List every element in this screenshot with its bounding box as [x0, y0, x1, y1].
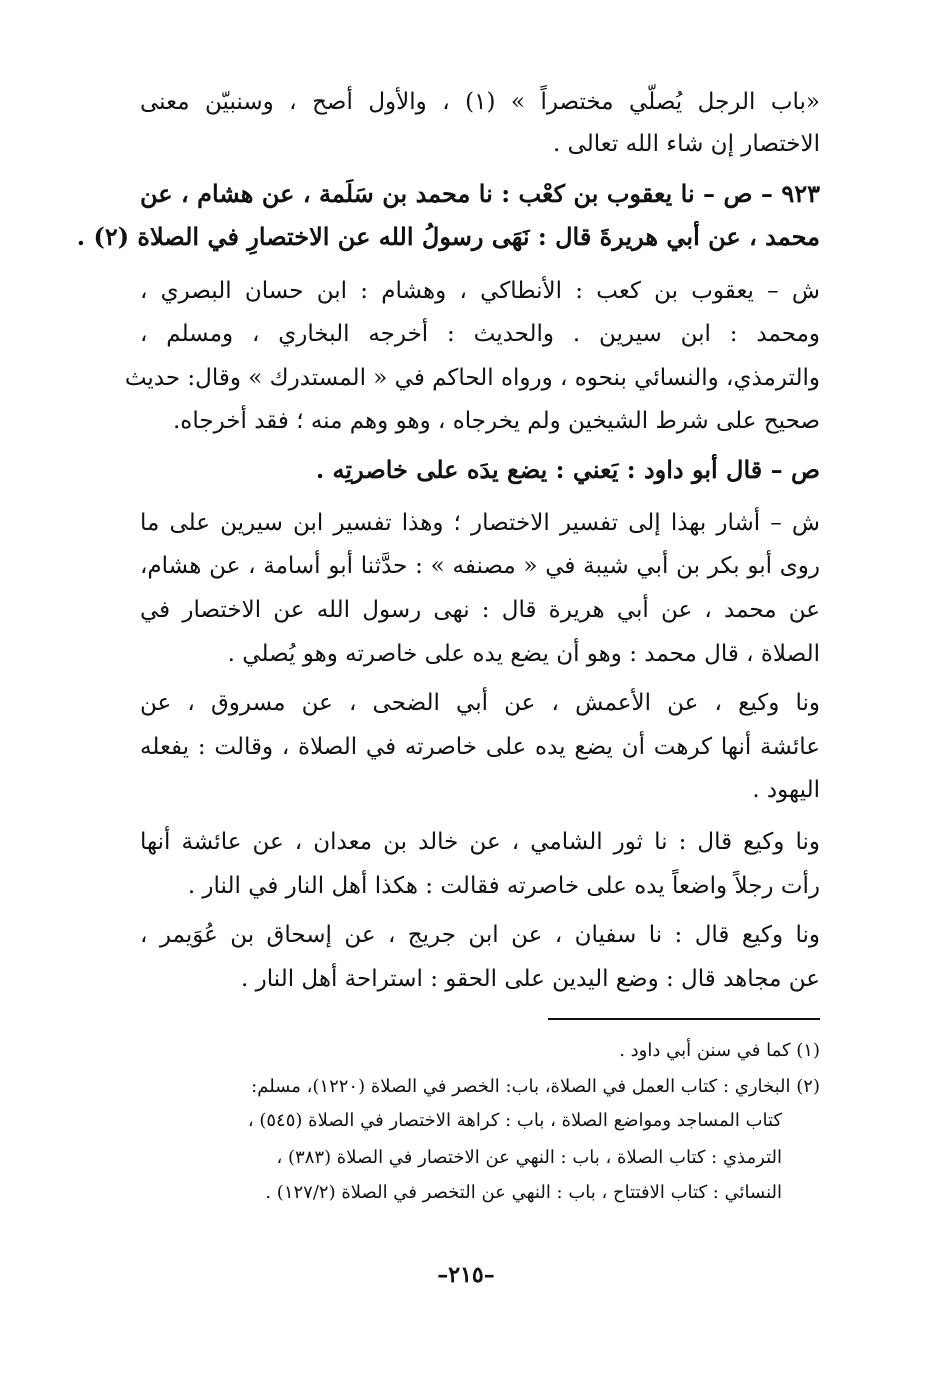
footnote-line: (٢) البخاري : كتاب العمل في الصلاة، باب: الخصر في الصلاة (١٢٢٠)، مسلم: [251, 1076, 820, 1097]
footnote-line: كتاب المساجد ومواضع الصلاة ، باب : كراهة الاختصار في الصلاة (٥٤٥) ، [247, 1110, 782, 1131]
text-line: «باب الرجل يُصلّي مختصراً » (١) ، والأول أصح ، وسنبيّن معنى [140, 89, 820, 115]
text-line: والترمذي، والنسائي بنحوه ، ورواه الحاكم في « المستدرك » وقال: حديث [124, 365, 820, 391]
footnote-line: (١) كما في سنن أبي داود . [619, 1040, 820, 1061]
text-line: ش – يعقوب بن كعب : الأنطاكي ، وهشام : ابن حسان البصري ، [140, 278, 820, 304]
footnote-line: النسائي : كتاب الافتتاح ، باب : النهي عن التخصر في الصلاة (١٢٧/٢) . [265, 1182, 782, 1203]
text-line: رأت رجلاً واضعاً يده على خاصرته فقالت : هكذا أهل النار في النار . [187, 873, 820, 899]
text-line: ومحمد : ابن سيرين . والحديث : أخرجه البخاري ، ومسلم ، [140, 321, 820, 347]
page-number: –٢١٥– [437, 1262, 495, 1288]
text-line: ونا وكيع قال : نا ثور الشامي ، عن خالد بن معدان ، عن عائشة أنها [140, 829, 820, 855]
hadith-line: محمد ، عن أبي هريرةَ قال : نَهَى رسولُ الله عن الاختصارِ في الصلاة (٢) . [76, 222, 820, 251]
text-line: ش – أشار بهذا إلى تفسير الاختصار ؛ وهذا تفسير ابن سيرين على ما [140, 510, 820, 536]
text-line: عن محمد ، عن أبي هريرة قال : نهى رسول الله عن الاختصار في [140, 597, 820, 623]
text-line: روى أبو بكر بن أبي شيبة في « مصنفه » : حدَّثنا أبو أسامة ، عن هشام، [140, 553, 820, 579]
hadith-line: ص – قال أبو داود : يَعني : يضع يدَه على خاصرتِه . [315, 455, 820, 484]
text-line: اليهود . [752, 777, 820, 803]
text-line: عن مجاهد قال : وضع اليدين على الحقو : استراحة أهل النار . [241, 966, 820, 992]
text-line: ونا وكيع قال : نا سفيان ، عن ابن جريج ، عن إسحاق بن عُوَيمر ، [140, 922, 820, 948]
text-line: عائشة أنها كرهت أن يضع يده على خاصرته في الصلاة ، وقالت : يفعله [140, 734, 820, 760]
text-line: ونا وكيع ، عن الأعمش ، عن أبي الضحى ، عن مسروق ، عن [140, 690, 820, 716]
text-line: صحيح على شرط الشيخين ولم يخرجاه ، وهو وهم منه ؛ فقد أخرجاه. [173, 408, 820, 434]
text-line: الصلاة ، قال محمد : وهو أن يضع يده على خاصرته وهو يُصلي . [227, 641, 820, 667]
footnote-separator [548, 1018, 820, 1020]
footnote-line: الترمذي : كتاب الصلاة ، باب : النهي عن الاختصار في الصلاة (٣٨٣) ، [276, 1147, 782, 1168]
hadith-line: ٩٢٣ – ص – نا يعقوب بن كعْب : نا محمد بن سَلَمة ، عن هشام ، عن [140, 179, 820, 208]
text-line: الاختصار إن شاء الله تعالى . [553, 131, 820, 157]
